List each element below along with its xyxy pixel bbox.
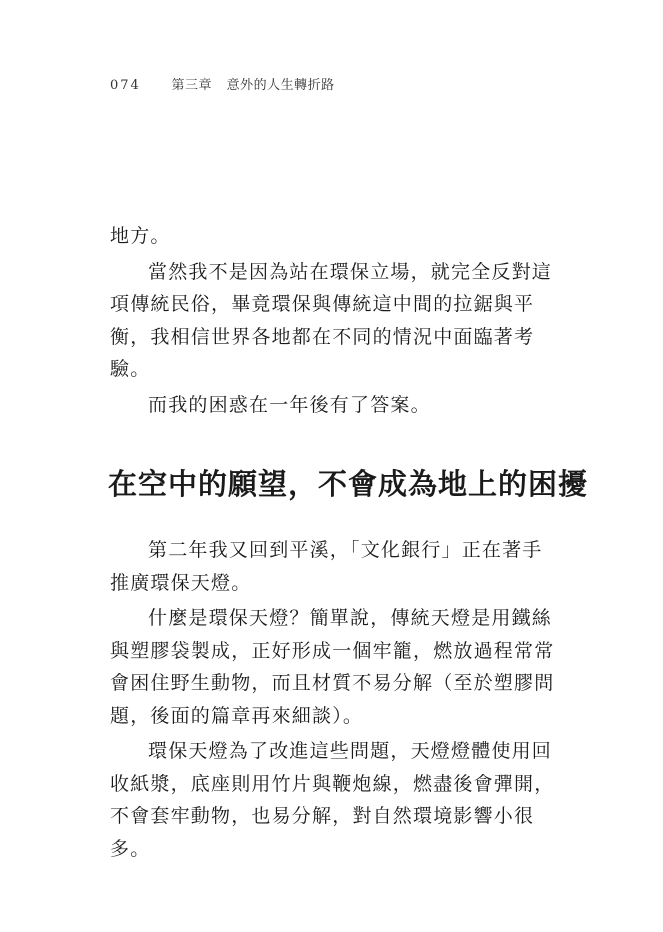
paragraph: 什麼是環保天燈？簡單說，傳統天燈是用鐵絲與塑膠袋製成，正好形成一個牢籠，燃放過程常常會困住野生動物，而且材質不易分解（至於塑膠問題，後面的篇章再來細談）。	[110, 607, 555, 727]
page-number: 074	[110, 78, 141, 93]
paragraph: 當然我不是因為站在環保立場，就完全反對這項傳統民俗，畢竟環保與傳統這中間的拉鋸與平衡，我相信世界各地都在不同的情況中面臨著考驗。	[110, 260, 553, 380]
section-heading: 在空中的願望，不會成為地上的困擾	[108, 467, 589, 501]
paragraph: 第二年我又回到平溪，「文化銀行」正在著手推廣環保天燈。	[110, 539, 543, 594]
paragraph-continued: 地方。	[110, 225, 171, 247]
text-block-2	[110, 534, 557, 868]
paragraph: 而我的困惑在一年後有了答案。	[148, 393, 431, 416]
chapter-title: 意外的人生轉折路	[226, 78, 335, 93]
chapter-label: 第三章	[171, 78, 212, 93]
paragraph: 環保天燈為了改進這些問題，天燈燈體使用回收紙漿，底座則用竹片與鞭炮線，燃盡後會彈開，不會套牢動物，也易分解，對自然環境影響小很多。	[110, 740, 555, 860]
running-header	[110, 74, 335, 93]
text-block-1	[110, 220, 557, 424]
